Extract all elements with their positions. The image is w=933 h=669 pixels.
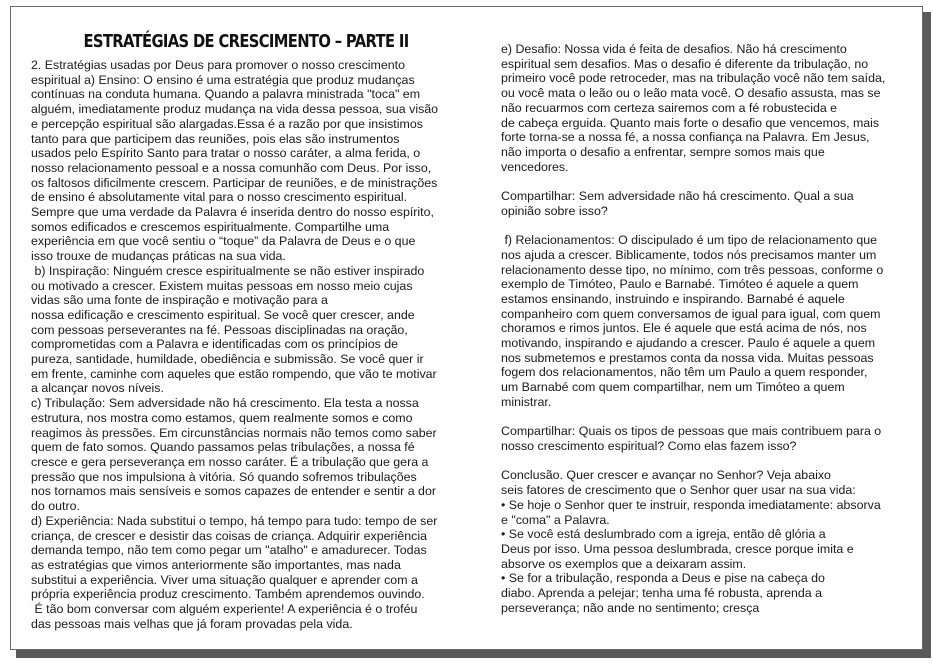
page-title: ESTRATÉGIAS DE CRESCIMENTO – PARTE II [83, 31, 409, 52]
document-page [10, 6, 923, 650]
right-column-text: e) Desafio: Nossa vida é feita de desafios. Não há crescimento espiritual sem desafios. Mas o desafio é diferente da tribulação, no primeiro você pode retroceder, mas na tribulação você não tem saída, ou você mata o leão ou o leão mata você. O desafio assusta, mas se não recuarmos com certeza sairemos com a fé robustecida e de cabeça erguida. Quanto mais forte o desafio que vencemos, mais forte torna-se a nossa fé, a nossa confiança na Palavra. Em Jesus, não importa o desafio a enfrentar, sempre somos mais que vencedores. Compartilhar: Sem adversidade não há crescimento. Qual a sua opinião sobre isso? f) Relacionamentos: O discipulado é um tipo de relacionamento que nos ajuda a crescer. Biblicamente, todos nós precisamos manter um relacionamento desse tipo, no mínimo, com três pessoas, conforme o exemplo de Timóteo, Paulo e Barnabé. Timóteo é aquele a quem estamos ensinando, instruindo e inspirando. Barnabé é aquele companheiro com quem conversamos de igual para igual, com quem choramos e rimos juntos. Ele é aquele que está acima de nós, nos motivando, inspirando e ajudando a crescer. Paulo é aquele a quem nos submetemos e prestamos conta da nossa vida. Muitas pessoas fogem dos relacionamentos, não têm um Paulo a quem responder, um Barnabé com quem compartilhar, nem um Timóteo a quem ministrar. Compartilhar: Quais os tipos de pessoas que mais contribuem para o nosso crescimento espiritual? Como elas fazem isso? Conclusão. Quer crescer e avançar no Senhor? Veja abaixo seis fatores de crescimento que o Senhor quer usar na sua vida: • Se hoje o Senhor quer te instruir, responda imediatamente: absorva e "coma" a Palavra. • Se você está deslumbrado com a igreja, então dê glória a Deus por isso. Uma pessoa deslumbrada, cresce porque imita e absorve os exemplos que a deixaram assim. • Se for a tribulação, responda a Deus e pise na cabeça do diabo. Aprenda a pelejar; tenha uma fé robusta, aprenda a perseverança; não ande no sentimento; cresça [501, 42, 886, 615]
left-column-text: 2. Estratégias usadas por Deus para promover o nosso crescimento espiritual a) Ensino: O ensino é uma estratégia que produz mudanças contínuas na conduta humana. Quando a palavra ministrada "toca" em alguém, imediatamente produz mudança na vida dessa pessoa, sua visão e percepção espiritual são alargadas.Essa é a razão por que insistimos tanto para que participem das reuniões, pois elas são instrumentos usados pelo Espírito Santo para tratar o nosso caráter, a alma ferida, o nosso relacionamento pessoal e a nossa comunhão com Deus. Por isso, os faltosos dificilmente crescem. Participar de reuniões, e de ministrações de ensino é absolutamente vital para o nosso crescimento espiritual. Sempre que uma verdade da Palavra é inserida dentro do nosso espírito, somos edificados e crescemos espiritualmente. Compartilhe uma experiência em que você sentiu o “toque” da Palavra de Deus e o que isso trouxe de mudanças práticas na sua vida. b) Inspiração: Ninguém cresce espiritualmente se não estiver inspirado ou motivado a crescer. Existem muitas pessoas em nosso meio cujas vidas são uma fonte de inspiração e motivação para a nossa edificação e crescimento espiritual. Se você quer crescer, ande com pessoas perseverantes na fé. Pessoas disciplinadas na oração, comprometidas com a Palavra e identificadas com os princípios de pureza, santidade, humildade, obediência e submissão. Se você quer ir em frente, caminhe com aqueles que estão rompendo, que vão te motivar a alcançar novos níveis. c) Tribulação: Sem adversidade não há crescimento. Ela testa a nossa estrutura, nos mostra como estamos, quem realmente somos e como reagimos às pressões. Em circunstâncias normais não temos como saber quem de fato somos. Quando passamos pelas tribulações, a nossa fé cresce e gera perseverança em nosso caráter. É a tribulação que gera a pressão que nos impulsiona à vitória. Só quando sofremos tribulações nos tornamos mais sensíveis e somos capazes de entender e sentir a dor do outro. d) Experiência: Nada substitui o tempo, há tempo para tudo: tempo de ser criança, de crescer e desistir das coisas de criança. Adquirir experiência demanda tempo, não tem como pegar um "atalho" e amadurecer. Todas as estratégias que vimos anteriormente são importantes, mas nada substitui a experiência. Viver uma situação qualquer e aprender com a própria experiência produz crescimento. Também aprendemos ouvindo. É tão bom conversar com alguém experiente! A experiência é o troféu das pessoas mais velhas que já foram provadas pela vida. [31, 58, 439, 631]
